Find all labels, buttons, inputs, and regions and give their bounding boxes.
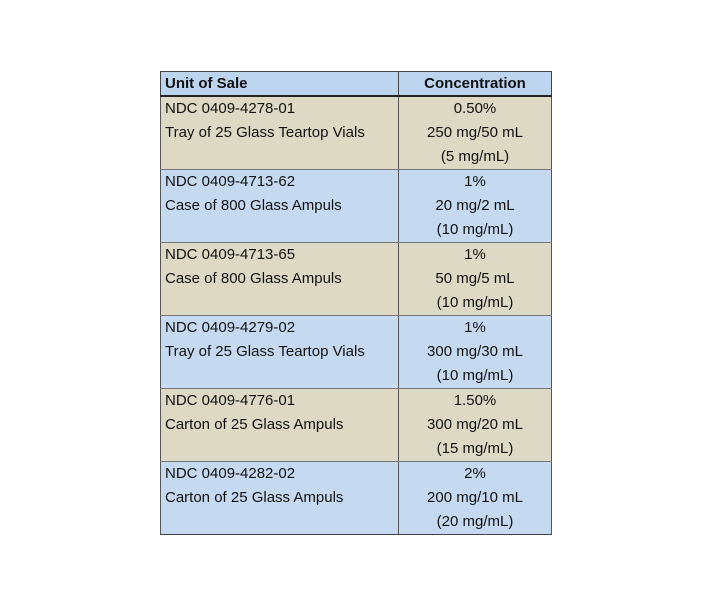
concentration-cell	[399, 389, 552, 462]
table-row	[161, 316, 552, 389]
ndc-code: NDC 0409-4279-02	[165, 319, 296, 336]
percent-value: 1.50%	[453, 392, 497, 409]
unit-cell	[161, 462, 399, 535]
amount-volume: 300 mg/30 mL	[427, 343, 523, 360]
concentration-cell	[399, 96, 552, 170]
table-row	[161, 96, 552, 170]
per-ml-value: (10 mg/mL)	[436, 367, 514, 384]
concentration-cell	[399, 170, 552, 243]
table-row	[161, 170, 552, 243]
amount-volume: 200 mg/10 mL	[427, 489, 523, 506]
amount-volume: 20 mg/2 mL	[435, 197, 515, 214]
product-table	[160, 71, 552, 535]
percent-value: 1%	[464, 246, 486, 263]
unit-cell	[161, 170, 399, 243]
concentration-cell	[399, 316, 552, 389]
package-description: Tray of 25 Glass Teartop Vials	[165, 343, 365, 360]
unit-cell	[161, 96, 399, 170]
package-description: Case of 800 Glass Ampuls	[165, 197, 342, 214]
package-description: Carton of 25 Glass Ampuls	[165, 489, 344, 506]
ndc-code: NDC 0409-4282-02	[165, 465, 296, 482]
unit-cell	[161, 389, 399, 462]
ndc-code: NDC 0409-4278-01	[165, 100, 296, 117]
concentration-cell	[399, 462, 552, 535]
per-ml-value: (5 mg/mL)	[440, 148, 510, 165]
percent-value: 2%	[464, 465, 486, 482]
concentration-cell	[399, 243, 552, 316]
package-description: Carton of 25 Glass Ampuls	[165, 416, 344, 433]
per-ml-value: (10 mg/mL)	[436, 294, 514, 311]
amount-volume: 50 mg/5 mL	[435, 270, 515, 287]
percent-value: 1%	[464, 173, 486, 190]
ndc-code: NDC 0409-4713-62	[165, 173, 296, 190]
amount-volume: 250 mg/50 mL	[427, 124, 523, 141]
percent-value: 0.50%	[453, 100, 497, 117]
product-table-container	[160, 71, 551, 535]
table-row	[161, 462, 552, 535]
package-description: Tray of 25 Glass Teartop Vials	[165, 124, 365, 141]
ndc-code: NDC 0409-4713-65	[165, 246, 296, 263]
table-row	[161, 389, 552, 462]
table-row	[161, 243, 552, 316]
header-concentration: Concentration	[399, 72, 552, 97]
per-ml-value: (10 mg/mL)	[436, 221, 514, 238]
table-header	[161, 72, 552, 97]
unit-cell	[161, 243, 399, 316]
amount-volume: 300 mg/20 mL	[427, 416, 523, 433]
table-body	[161, 96, 552, 535]
package-description: Case of 800 Glass Ampuls	[165, 270, 342, 287]
unit-cell	[161, 316, 399, 389]
header-row	[161, 72, 552, 97]
per-ml-value: (15 mg/mL)	[436, 440, 514, 457]
per-ml-value: (20 mg/mL)	[436, 513, 514, 530]
ndc-code: NDC 0409-4776-01	[165, 392, 296, 409]
header-unit-of-sale: Unit of Sale	[161, 72, 399, 97]
percent-value: 1%	[464, 319, 486, 336]
